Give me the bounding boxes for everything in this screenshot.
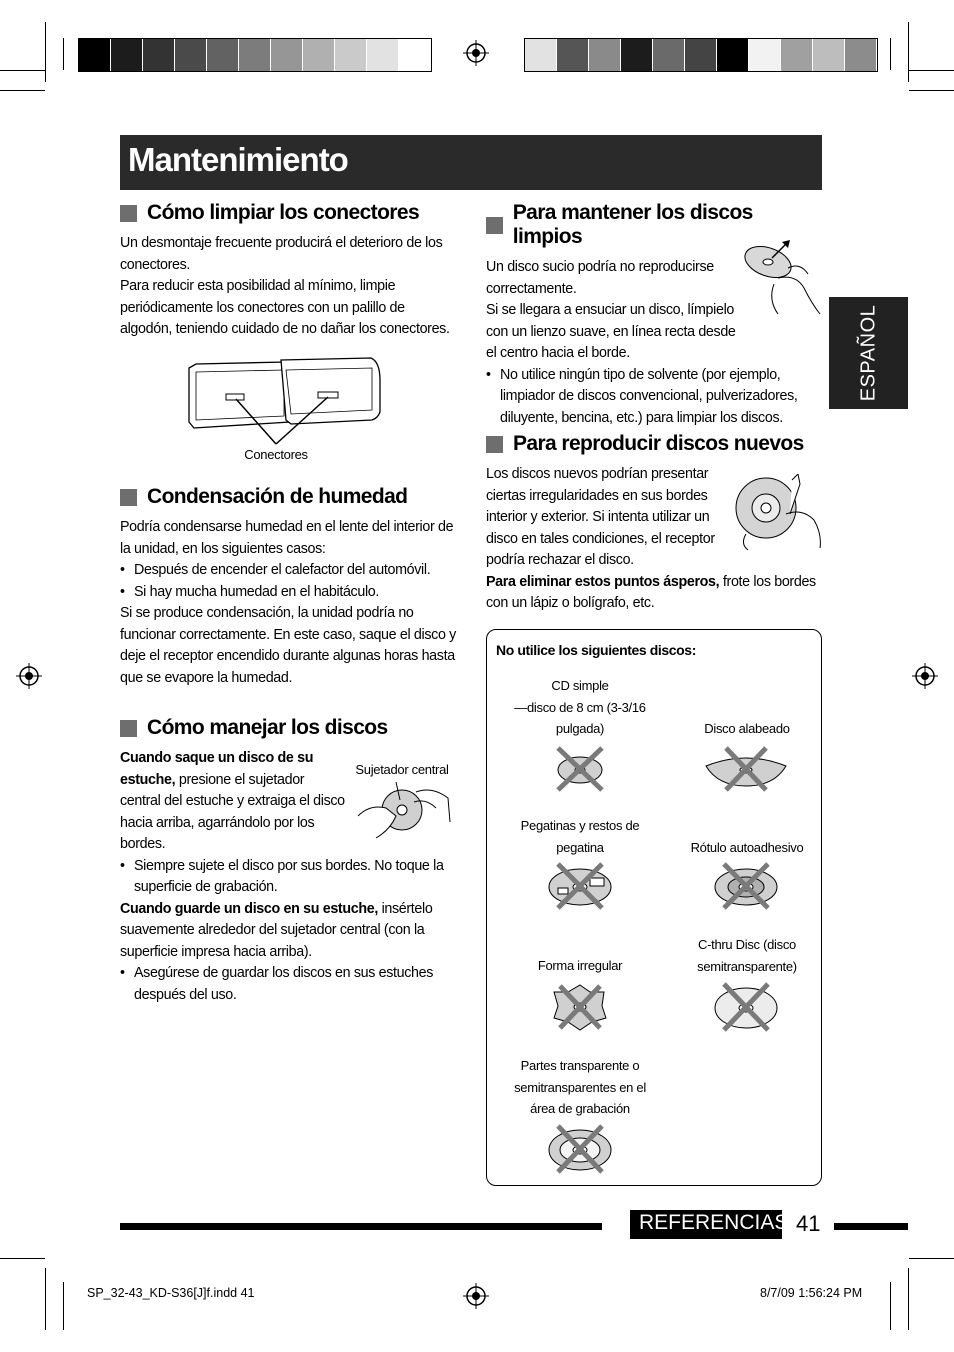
heading-square-icon [120,205,137,222]
crop-mark [890,38,891,70]
transparent-area-disc-crossed-icon [546,1124,614,1174]
color-swatch [781,39,813,71]
sticker-disc-crossed-icon [546,862,614,910]
small-cd-crossed-icon [554,746,606,792]
warped-disc-crossed-icon [704,746,788,792]
color-swatch [111,39,143,71]
heading-square-icon [486,436,503,453]
section-label: REFERENCIAS [639,1211,789,1234]
disc-case-hand-illustration [356,782,454,842]
disc-item-label: Partes transparente o semitransparentes en el área de grabación [514,1058,646,1116]
color-swatch [399,39,431,71]
heading-square-icon [120,489,137,506]
do-not-use-heading: No utilice los siguientes discos: [496,642,696,658]
color-swatch [621,39,653,71]
section-connectors [120,201,456,341]
paragraph: Podría condensarse humedad en el lente del interior de la unidad, en los siguientes casos: [120,519,454,557]
disc-item-label: Disco alabeado [704,721,790,736]
heading-square-icon [120,720,137,737]
section-heading: Para mantener los discos limpios [486,201,822,249]
crop-mark [890,1282,891,1330]
irregular-disc-crossed-icon [552,982,608,1032]
color-swatch [207,39,239,71]
footer-rule [834,1223,908,1230]
crop-mark [908,22,909,82]
crop-mark [63,38,64,70]
section-condensation [120,485,456,689]
color-swatch [653,39,685,71]
center-holder-caption: Sujetador central [355,762,449,777]
color-swatch [335,39,367,71]
disc-edge-pencil-illustration [734,474,826,550]
paragraph: Si se produce condensación, la unidad podría no funcionar correctamente. En este caso, saque el disco y deje el receptor encendido durante algunas horas hasta que se evapore la humedad. [120,605,456,686]
color-bar-left [78,38,432,72]
heading-square-icon [486,217,503,234]
disc-item-label: Rótulo autoadhesivo [690,840,804,855]
color-swatch [685,39,717,71]
footer-rule [120,1223,602,1230]
section-heading: Cómo manejar los discos [120,716,456,740]
registration-mark-icon [912,663,938,689]
section-label-box [630,1210,789,1239]
crop-mark [909,70,954,71]
title-bar [120,135,822,190]
language-tab [829,297,908,409]
crop-mark [909,90,954,91]
color-swatch [749,39,781,71]
crop-mark [908,1268,909,1330]
bullet-item: • Siempre sujete el disco por sus bordes. No toque la superficie de grabación. [120,856,456,899]
disc-item-label: CD simple —disco de 8 cm (3-3/16 pulgada) [514,678,646,736]
color-swatch [367,39,399,71]
paragraph: Los discos nuevos podrían presentar ciertas irregularidades en sus bordes interior y exterior. Si intenta utilizar un disco en tales condiciones, el receptor podría rechazar el disco. [486,466,715,568]
bullet-item: • Asegúrese de guardar los discos en sus estuches después del uso. [120,963,456,1006]
disc-item-label: Forma irregular [537,958,623,973]
bullet-item: • Después de encender el calefactor del automóvil. [120,560,456,582]
color-swatch [557,39,589,71]
page-title: Mantenimiento [128,141,348,178]
paragraph: Cuando guarde un disco en su estuche, insértelo suavemente alrededor del sujetador central (con la superficie impresa hacia arriba). [120,900,433,960]
bullet-item: • No utilice ningún tipo de solvente (por ejemplo, limpiador de discos convencional, pulverizadores, diluyente, bencina, etc.) para limpiar los discos. [486,365,822,430]
color-swatch [271,39,303,71]
color-swatch [525,39,557,71]
color-swatch [845,39,877,71]
disc-wiping-illustration [738,234,824,320]
connectors-caption: Conectores [244,447,308,462]
color-swatch [303,39,335,71]
section-heading: Condensación de humedad [120,485,456,509]
disc-item-label: Pegatinas y restos de pegatina [520,818,640,855]
slug-file-info: SP_32-43_KD-S36[J]f.indd 41 [87,1286,255,1300]
label-disc-crossed-icon [712,862,780,910]
section-heading: Cómo limpiar los conectores [120,201,456,225]
paragraph: Si se llegara a ensuciar un disco, límpielo con un lienzo suave, en línea recta desde el centro hacia el borde. [486,302,736,361]
color-swatch [175,39,207,71]
crop-mark [0,90,45,91]
crop-mark [909,1258,954,1259]
disc-item-label: C-thru Disc (disco semitransparente) [697,937,797,974]
crop-mark [63,1282,64,1330]
color-swatch [79,39,111,71]
crop-mark [0,1258,45,1259]
color-swatch [589,39,621,71]
color-swatch [239,39,271,71]
color-swatch [813,39,845,71]
paragraph: Un disco sucio podría no reproducirse correctamente. [486,259,714,297]
registration-mark-icon [463,40,489,66]
bullet-item: • Si hay mucha humedad en el habitáculo. [120,582,456,604]
paragraph: Para reducir esta posibilidad al mínimo, limpie periódicamente los conectores con un palillo de algodón, teniendo cuidado de no dañar los conectores. [120,278,450,337]
slug-date-time: 8/7/09 1:56:24 PM [760,1286,863,1300]
color-swatch [717,39,749,71]
crop-mark [0,70,45,71]
cthru-disc-crossed-icon [712,982,780,1032]
registration-mark-icon [16,663,42,689]
color-swatch [143,39,175,71]
paragraph: Cuando saque un disco de su estuche, presione el sujetador central del estuche y extraiga el disco hacia arriba, agarrándolo por los bordes. [120,750,345,852]
language-tab-label: ESPAÑOL [857,304,879,402]
registration-mark-icon [463,1283,489,1309]
color-bar-right [524,38,878,72]
paragraph: Un desmontaje frecuente producirá el deterioro de los conectores. [120,235,443,273]
crop-mark [45,22,46,82]
section-heading: Para reproducir discos nuevos [486,432,822,456]
paragraph: Para eliminar estos puntos ásperos, frote los bordes con un lápiz o bolígrafo, etc. [486,573,816,611]
crop-mark [45,1268,46,1330]
page-number: 41 [796,1211,821,1236]
